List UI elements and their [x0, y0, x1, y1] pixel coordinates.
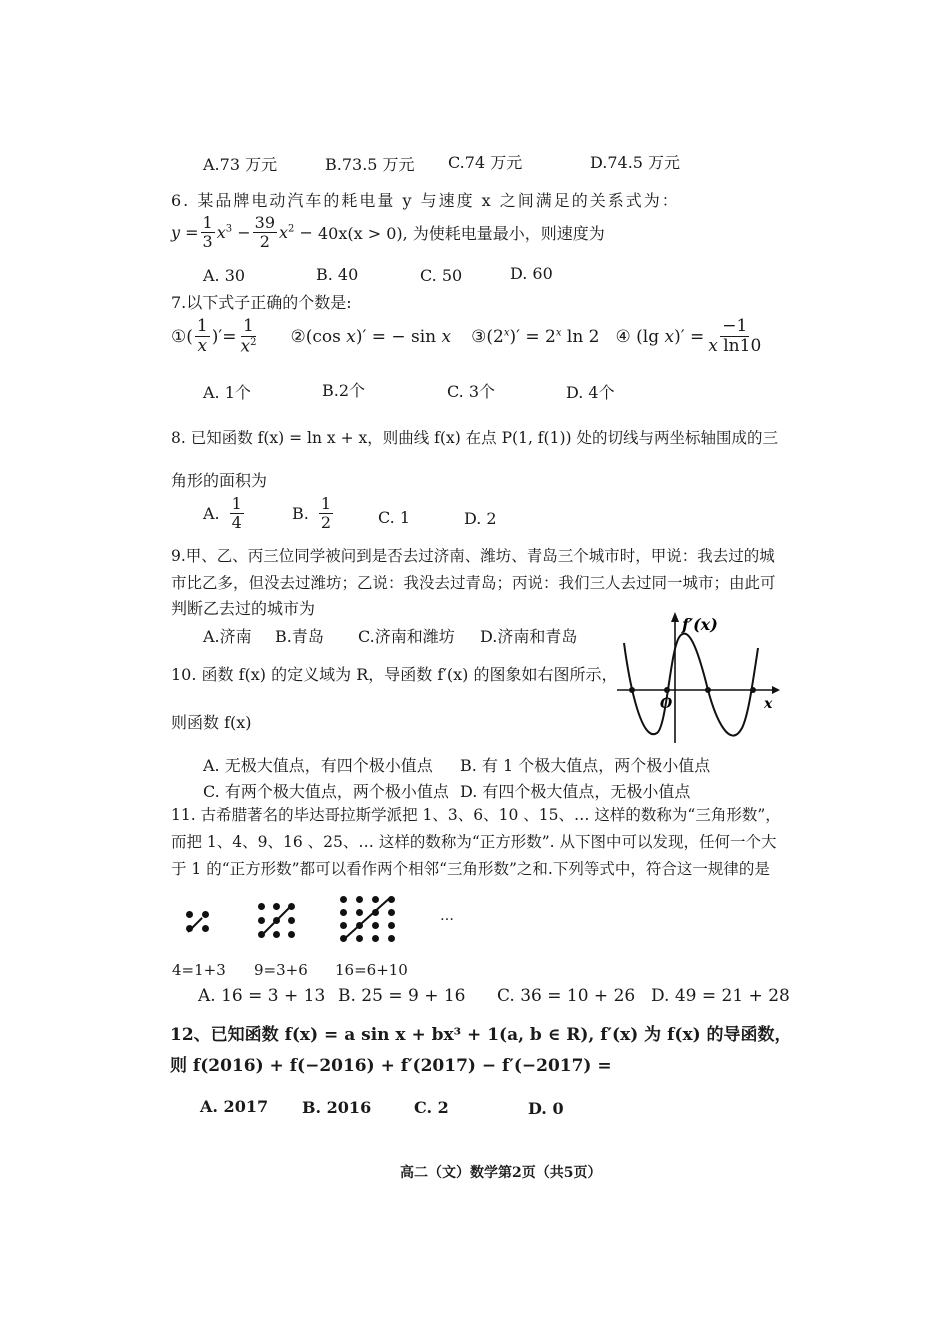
q7-option-b: B.2个: [322, 381, 366, 400]
q9-option-d: D.济南和青岛: [480, 627, 578, 646]
q11-option-a: A. 16 = 3 + 13: [198, 986, 326, 1006]
q11-option-c: C. 36 = 10 + 26: [497, 986, 636, 1006]
graph-zero-1: [629, 687, 635, 693]
q6-option-b: B. 40: [316, 265, 359, 284]
q7-option-c: C. 3个: [447, 382, 496, 401]
q9-option-b: B.青岛: [275, 627, 324, 646]
q7-item-4: ④: [615, 326, 631, 347]
q12-option-a: A. 2017: [200, 1097, 269, 1116]
caption-16: 16=6+10: [335, 961, 408, 979]
q5-option-d: D.74.5 万元: [590, 153, 681, 172]
q11-option-b: B. 25 = 9 + 16: [338, 986, 466, 1006]
q9-option-a: A.济南: [203, 627, 252, 646]
dots-figure-4: [186, 911, 216, 937]
dots-figure-16: [340, 896, 402, 946]
q6-stem: 6. 某品牌电动汽车的耗电量 y 与速度 x 之间满足的关系式为：: [171, 191, 680, 210]
q9-line1: 9.甲、乙、丙三位同学被问到是否去过济南、潍坊、青岛三个城市时，甲说：我去过的城: [171, 547, 775, 565]
q6-option-d: D. 60: [510, 264, 553, 283]
q12-option-b: B. 2016: [302, 1098, 372, 1117]
graph-zero-4: [750, 687, 756, 693]
q7-item-1: ①: [171, 326, 187, 347]
q8-stem-line2: 角形的面积为: [171, 471, 268, 490]
graph-x-label: x: [764, 696, 773, 712]
graph-x-arrow: [772, 686, 780, 694]
q5-option-a: A.73 万元: [203, 155, 278, 174]
graph-origin-label: O: [660, 696, 673, 712]
q12-line2: 则 f(2016) + f(−2016) + f′(2017) − f′(−2017) =: [170, 1056, 612, 1076]
caption-4: 4=1+3: [172, 961, 226, 979]
q7-option-d: D. 4个: [566, 383, 615, 402]
q10-option-c: C. 有两个极大值点，两个极小值点: [203, 782, 449, 801]
q11-line2: 而把 1、4、9、16 、25、… 这样的数称为“正方形数”. 从下图中可以发现，任何一个大: [171, 833, 777, 851]
q7-option-a: A. 1个: [203, 383, 251, 402]
q8-option-c: C. 1: [378, 508, 411, 527]
q11-line3: 于 1 的“正方形数”都可以看作两个相邻“三角形数”之和.下列等式中，符合这一规律的是: [171, 860, 770, 878]
q6-option-c: C. 50: [420, 266, 463, 285]
q9-line2: 市比乙多，但没去过潍坊；乙说：我没去过青岛；丙说：我们三人去过同一城市；由此可: [171, 574, 776, 592]
q12-line1: 12、已知函数 f(x) = a sin x + bx³ + 1(a, b ∈ R), f′(x) 为 f(x) 的导函数，: [170, 1025, 792, 1045]
graph-curve: [624, 634, 758, 736]
q11-option-d: D. 49 = 21 + 28: [651, 986, 790, 1006]
q10-line1: 10. 函数 f(x) 的定义域为 R，导函数 f′(x) 的图象如右图所示，: [171, 665, 618, 684]
q6-option-a: A. 30: [203, 266, 246, 285]
q10-option-a: A. 无极大值点，有四个极小值点: [203, 756, 433, 775]
caption-9: 9=3+6: [254, 961, 308, 979]
q7-item-2: ②: [290, 326, 306, 347]
q11-line1: 11. 古希腊著名的毕达哥拉斯学派把 1、3、6、10 、15、… 这样的数称为“三角形数”，: [171, 806, 781, 824]
q12-option-d: D. 0: [528, 1099, 564, 1118]
graph-y-label: f′(x): [682, 615, 718, 634]
dots-ellipsis: …: [440, 908, 454, 924]
q7-stem: 7.以下式子正确的个数是:: [171, 293, 352, 312]
graph-zero-3: [705, 687, 711, 693]
graph-y-arrow: [671, 612, 679, 622]
q7-formulas: ① ( $\frac{1}{x}$ )′= $\frac{1}{x^2}$ ② (cos x)′ = − sin x ③ $(2^x)' = 2^x$ ln 2 ④ (lg x)′ = $\frac{-1}{\text{x ln10}}$: [171, 316, 762, 357]
q12-option-c: C. 2: [414, 1098, 449, 1117]
q5-option-b: B.73.5 万元: [325, 155, 415, 174]
q8-option-d: D. 2: [464, 509, 497, 528]
derivative-graph: [612, 608, 782, 748]
q5-option-c: C.74 万元: [448, 153, 523, 172]
q6-formula: y = $\frac{1}{3}$ $x^3$ − $\frac{39}{2}$ $x^2$ − 40x(x > 0), 为使耗电量最小，则速度为: [171, 213, 605, 251]
q6-formula-tail: 40x(x > 0), 为使耗电量最小，则速度为: [317, 224, 605, 243]
dots-figure-9: [258, 903, 304, 943]
q9-line3: 判断乙去过的城市为: [171, 599, 316, 618]
q9-option-c: C.济南和潍坊: [358, 627, 455, 646]
q8-stem-line1: 8. 已知函数 f(x) = ln x + x，则曲线 f(x) 在点 P(1, f(1)) 处的切线与两坐标轴围成的三: [171, 429, 778, 447]
q10-option-b: B. 有 1 个极大值点，两个极小值点: [460, 756, 711, 775]
q10-option-d: D. 有四个极大值点，无极小值点: [460, 782, 691, 801]
q8-option-b: B. $\frac{1}{2}$: [292, 494, 332, 532]
q7-item-3: ③: [471, 326, 487, 347]
page-footer: 高二（文）数学第2页（共5页）: [400, 1165, 602, 1181]
q8-option-a: A. $\frac{1}{4}$: [203, 494, 242, 532]
graph-zero-2: [664, 687, 670, 693]
q10-line2: 则函数 f(x): [171, 713, 252, 732]
